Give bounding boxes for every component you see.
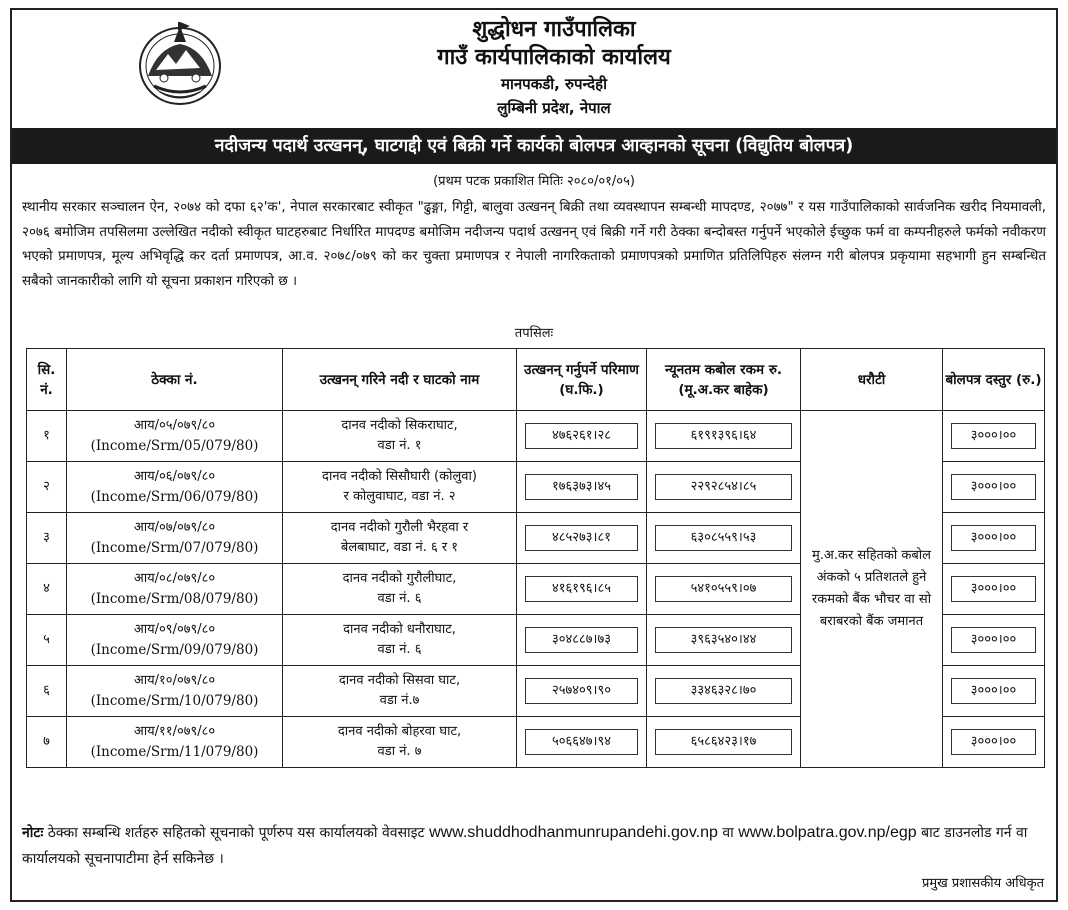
row-min-bid (647, 717, 801, 768)
river-line1: दानव नदीको सिकराघाट, (341, 418, 458, 433)
river-line2: वडा नं. ७ (377, 744, 422, 759)
row-sn: ५ (27, 615, 67, 666)
row-min-bid (647, 666, 801, 717)
contract-np: आय/०९/०७९/८० (133, 622, 216, 637)
row-river (283, 717, 517, 768)
min-bid-value: ३९६३५४०।४४ (655, 627, 792, 653)
header-sn: सि. नं. (27, 349, 67, 411)
note-text-mid: वा (722, 825, 734, 841)
min-bid-value: २२९२८५४।८५ (655, 474, 792, 500)
contract-en: (Income/Srm/10/079/80) (90, 693, 259, 709)
header-titles (12, 16, 1056, 120)
fee-value: ३०००।०० (951, 627, 1036, 653)
header-quantity: उत्खनन् गर्नुपर्ने परिमाण (घ.फि.) (517, 349, 647, 411)
contract-en: (Income/Srm/09/079/80) (90, 642, 259, 658)
river-line1: दानव नदीको बोहरवा घाट, (337, 724, 462, 739)
min-bid-value: ६५८६४२३।१७ (655, 729, 792, 755)
notice-header (12, 10, 1056, 128)
contract-en: (Income/Srm/06/079/80) (90, 489, 259, 505)
min-bid-value: ६३०८५५९।५३ (655, 525, 792, 551)
fee-value: ३०००।०० (951, 576, 1036, 602)
row-quantity (517, 717, 647, 768)
river-line2: वडा नं. ६ (377, 591, 422, 606)
quantity-value: ४७६२६१।२८ (525, 423, 638, 449)
fee-value: ३०००।०० (951, 525, 1036, 551)
row-fee (943, 513, 1045, 564)
row-contract (67, 666, 283, 717)
province-name: लुम्बिनी प्रदेश, नेपाल (497, 99, 611, 117)
office-name: गाउँ कार्यपालिकाको कार्यालय (437, 45, 671, 70)
contract-np: आय/०६/०७९/८० (133, 469, 216, 484)
row-contract (67, 717, 283, 768)
note-text-after: बाट डाउनलोड गर्न वा कार्यालयको सूचनापाटीमा हेर्न सकिनेछ । (22, 825, 1028, 867)
contract-np: आय/११/०७९/८० (133, 724, 216, 739)
contract-np: आय/०५/०७९/८० (133, 418, 216, 433)
notice-document (10, 8, 1058, 902)
row-fee (943, 462, 1045, 513)
row-contract (67, 513, 283, 564)
quantity-value: २५७४०९।९० (525, 678, 638, 704)
row-sn: ४ (27, 564, 67, 615)
contract-np: आय/०७/०७९/८० (133, 520, 216, 535)
row-river (283, 411, 517, 462)
note-label: नोटः (22, 825, 44, 841)
row-sn: ३ (27, 513, 67, 564)
quantity-value: ४१६१९६।८५ (525, 576, 638, 602)
signature-title: प्रमुख प्रशासकीय अधिकृत (921, 876, 1044, 891)
row-fee (943, 564, 1045, 615)
quantity-value: ३०४८८७।७३ (525, 627, 638, 653)
row-sn: ७ (27, 717, 67, 768)
header-min-bid: न्यूनतम कबोल रकम रु. (मू.अ.कर बाहेक) (647, 349, 801, 411)
website-link[interactable]: www.shuddhodhanmunrupandehi.gov.np (429, 824, 718, 841)
row-river (283, 615, 517, 666)
row-contract (67, 462, 283, 513)
table-header-row (27, 349, 1045, 411)
row-quantity (517, 411, 647, 462)
row-min-bid (647, 564, 801, 615)
fee-value: ३०००।०० (951, 423, 1036, 449)
row-min-bid (647, 411, 801, 462)
row-contract (67, 615, 283, 666)
row-contract (67, 564, 283, 615)
contract-np: आय/१०/०७९/८० (133, 673, 216, 688)
contract-en: (Income/Srm/08/079/80) (90, 591, 259, 607)
quantity-value: ४८५२७३।८१ (525, 525, 638, 551)
note-text-before: ठेक्का सम्बन्धि शर्तहरु सहितको सूचनाको पूर्णरुप यस कार्यालयको वेवसाइट (47, 825, 425, 841)
fee-value: ३०००।०० (951, 678, 1036, 704)
row-fee (943, 717, 1045, 768)
river-line2: वडा नं. १ (377, 438, 422, 453)
row-sn: १ (27, 411, 67, 462)
river-line1: दानव नदीको गुरौलीघाट, (342, 571, 457, 586)
river-line1: दानव नदीको धनौराघाट, (343, 622, 456, 637)
min-bid-value: ५४१०५५९।०७ (655, 576, 792, 602)
row-fee (943, 615, 1045, 666)
office-location: मानपकडी, रुपन्देही (501, 75, 607, 93)
row-quantity (517, 564, 647, 615)
river-line2: वडा नं.७ (379, 693, 420, 708)
contract-np: आय/०८/०७९/८० (133, 571, 216, 586)
river-line1: दानव नदीको गुरौली भैरहवा र (330, 520, 469, 535)
tender-table (26, 348, 1045, 768)
row-min-bid (647, 615, 801, 666)
published-date: (प्रथम पटक प्रकाशित मितिः २०८०/०१/०५) (433, 174, 635, 189)
min-bid-value: ३३४६३२८।७० (655, 678, 792, 704)
notice-title-banner: नदीजन्य पदार्थ उत्खनन्, घाटगद्दी एवं बिक्री गर्ने कार्यको बोलपत्र आव्हानको सूचना (विद्युतिय बोलपत्र) (12, 128, 1056, 164)
quantity-value: ५०६६४७।९४ (525, 729, 638, 755)
fee-value: ३०००।०० (951, 729, 1036, 755)
bolpatra-link[interactable]: www.bolpatra.gov.np/egp (738, 824, 917, 841)
contract-en: (Income/Srm/05/079/80) (90, 438, 259, 454)
row-fee (943, 411, 1045, 462)
intro-paragraph: स्थानीय सरकार सञ्चालन ऐन, २०७४ को दफा ६२'क', नेपाल सरकारबाट स्वीकृत "ढुङ्गा, गिट्टी, बालुवा उत्खनन् बिक्री तथा व्यवस्थापन सम्बन्धी मापदण्ड, २०७७" र यस गाउँपालिकाको सार्वजनिक खरीद नियमावली, २०७६ बमोजिम तपसिलमा उल्लेखित नदीको स्वीकृत घाटहरुबाट निर्धारित मापदण्ड बमोजिम नदीजन्य पदार्थ उत्खनन् एवं बिक्री गर्ने गरी ठेक्का बन्दोबस्त गर्नुपर्ने भएकोले ईच्छुक फर्म वा कम्पनीहरुले फर्मको नवीकरण भएको प्रमाणपत्र, मूल्य अभिवृद्धि कर दर्ता प्रमाणपत्र, आ.व. २०७८/०७९ को कर चुक्ता प्रमाणपत्र र नेपाली नागरिकताको प्रमाणपत्रको प्रमाणित प्रतिलिपिहरु संलग्न गरी बोलपत्र प्रकृयामा सहभागी हुन सम्बन्धित सबैको जानकारीको लागि यो सूचना प्रकाशन गरिएको छ । (22, 200, 1046, 289)
row-river (283, 513, 517, 564)
contract-en: (Income/Srm/07/079/80) (90, 540, 259, 556)
header-contract-no: ठेक्का नं. (67, 349, 283, 411)
municipality-name: शुद्धोधन गाउँपालिका (472, 17, 636, 42)
fee-value: ३०००।०० (951, 474, 1036, 500)
quantity-value: १७६३७३।४५ (525, 474, 638, 500)
row-river (283, 564, 517, 615)
river-line2: वडा नं. ६ (377, 642, 422, 657)
table-row (27, 411, 1045, 462)
row-contract (67, 411, 283, 462)
note-section (22, 820, 1046, 872)
header-fee: बोलपत्र दस्तुर (रु.) (943, 349, 1045, 411)
river-line2: र कोलुवाघाट, वडा नं. २ (343, 489, 456, 504)
schedule-label: तपसिलः (514, 326, 554, 341)
river-line2: बेलबाघाट, वडा नं. ६ र १ (340, 540, 459, 555)
row-river (283, 462, 517, 513)
row-quantity (517, 513, 647, 564)
row-min-bid (647, 513, 801, 564)
deposit-cell: मु.अ.कर सहितको कबोल अंकको ५ प्रतिशतले हुने रकमको बैंक भौचर वा सो बराबरको बैंक जमानत (801, 411, 943, 768)
river-line1: दानव नदीको सिसवा घाट, (338, 673, 461, 688)
header-deposit: धरौटी (801, 349, 943, 411)
row-quantity (517, 666, 647, 717)
min-bid-value: ६१९१३९६।६४ (655, 423, 792, 449)
header-river-ghat: उत्खनन् गरिने नदी र घाटको नाम (283, 349, 517, 411)
row-min-bid (647, 462, 801, 513)
river-line1: दानव नदीको सिसौघारी (कोलुवा) (322, 469, 477, 484)
row-sn: २ (27, 462, 67, 513)
row-quantity (517, 462, 647, 513)
row-sn: ६ (27, 666, 67, 717)
row-quantity (517, 615, 647, 666)
contract-en: (Income/Srm/11/079/80) (90, 744, 259, 760)
row-fee (943, 666, 1045, 717)
row-river (283, 666, 517, 717)
